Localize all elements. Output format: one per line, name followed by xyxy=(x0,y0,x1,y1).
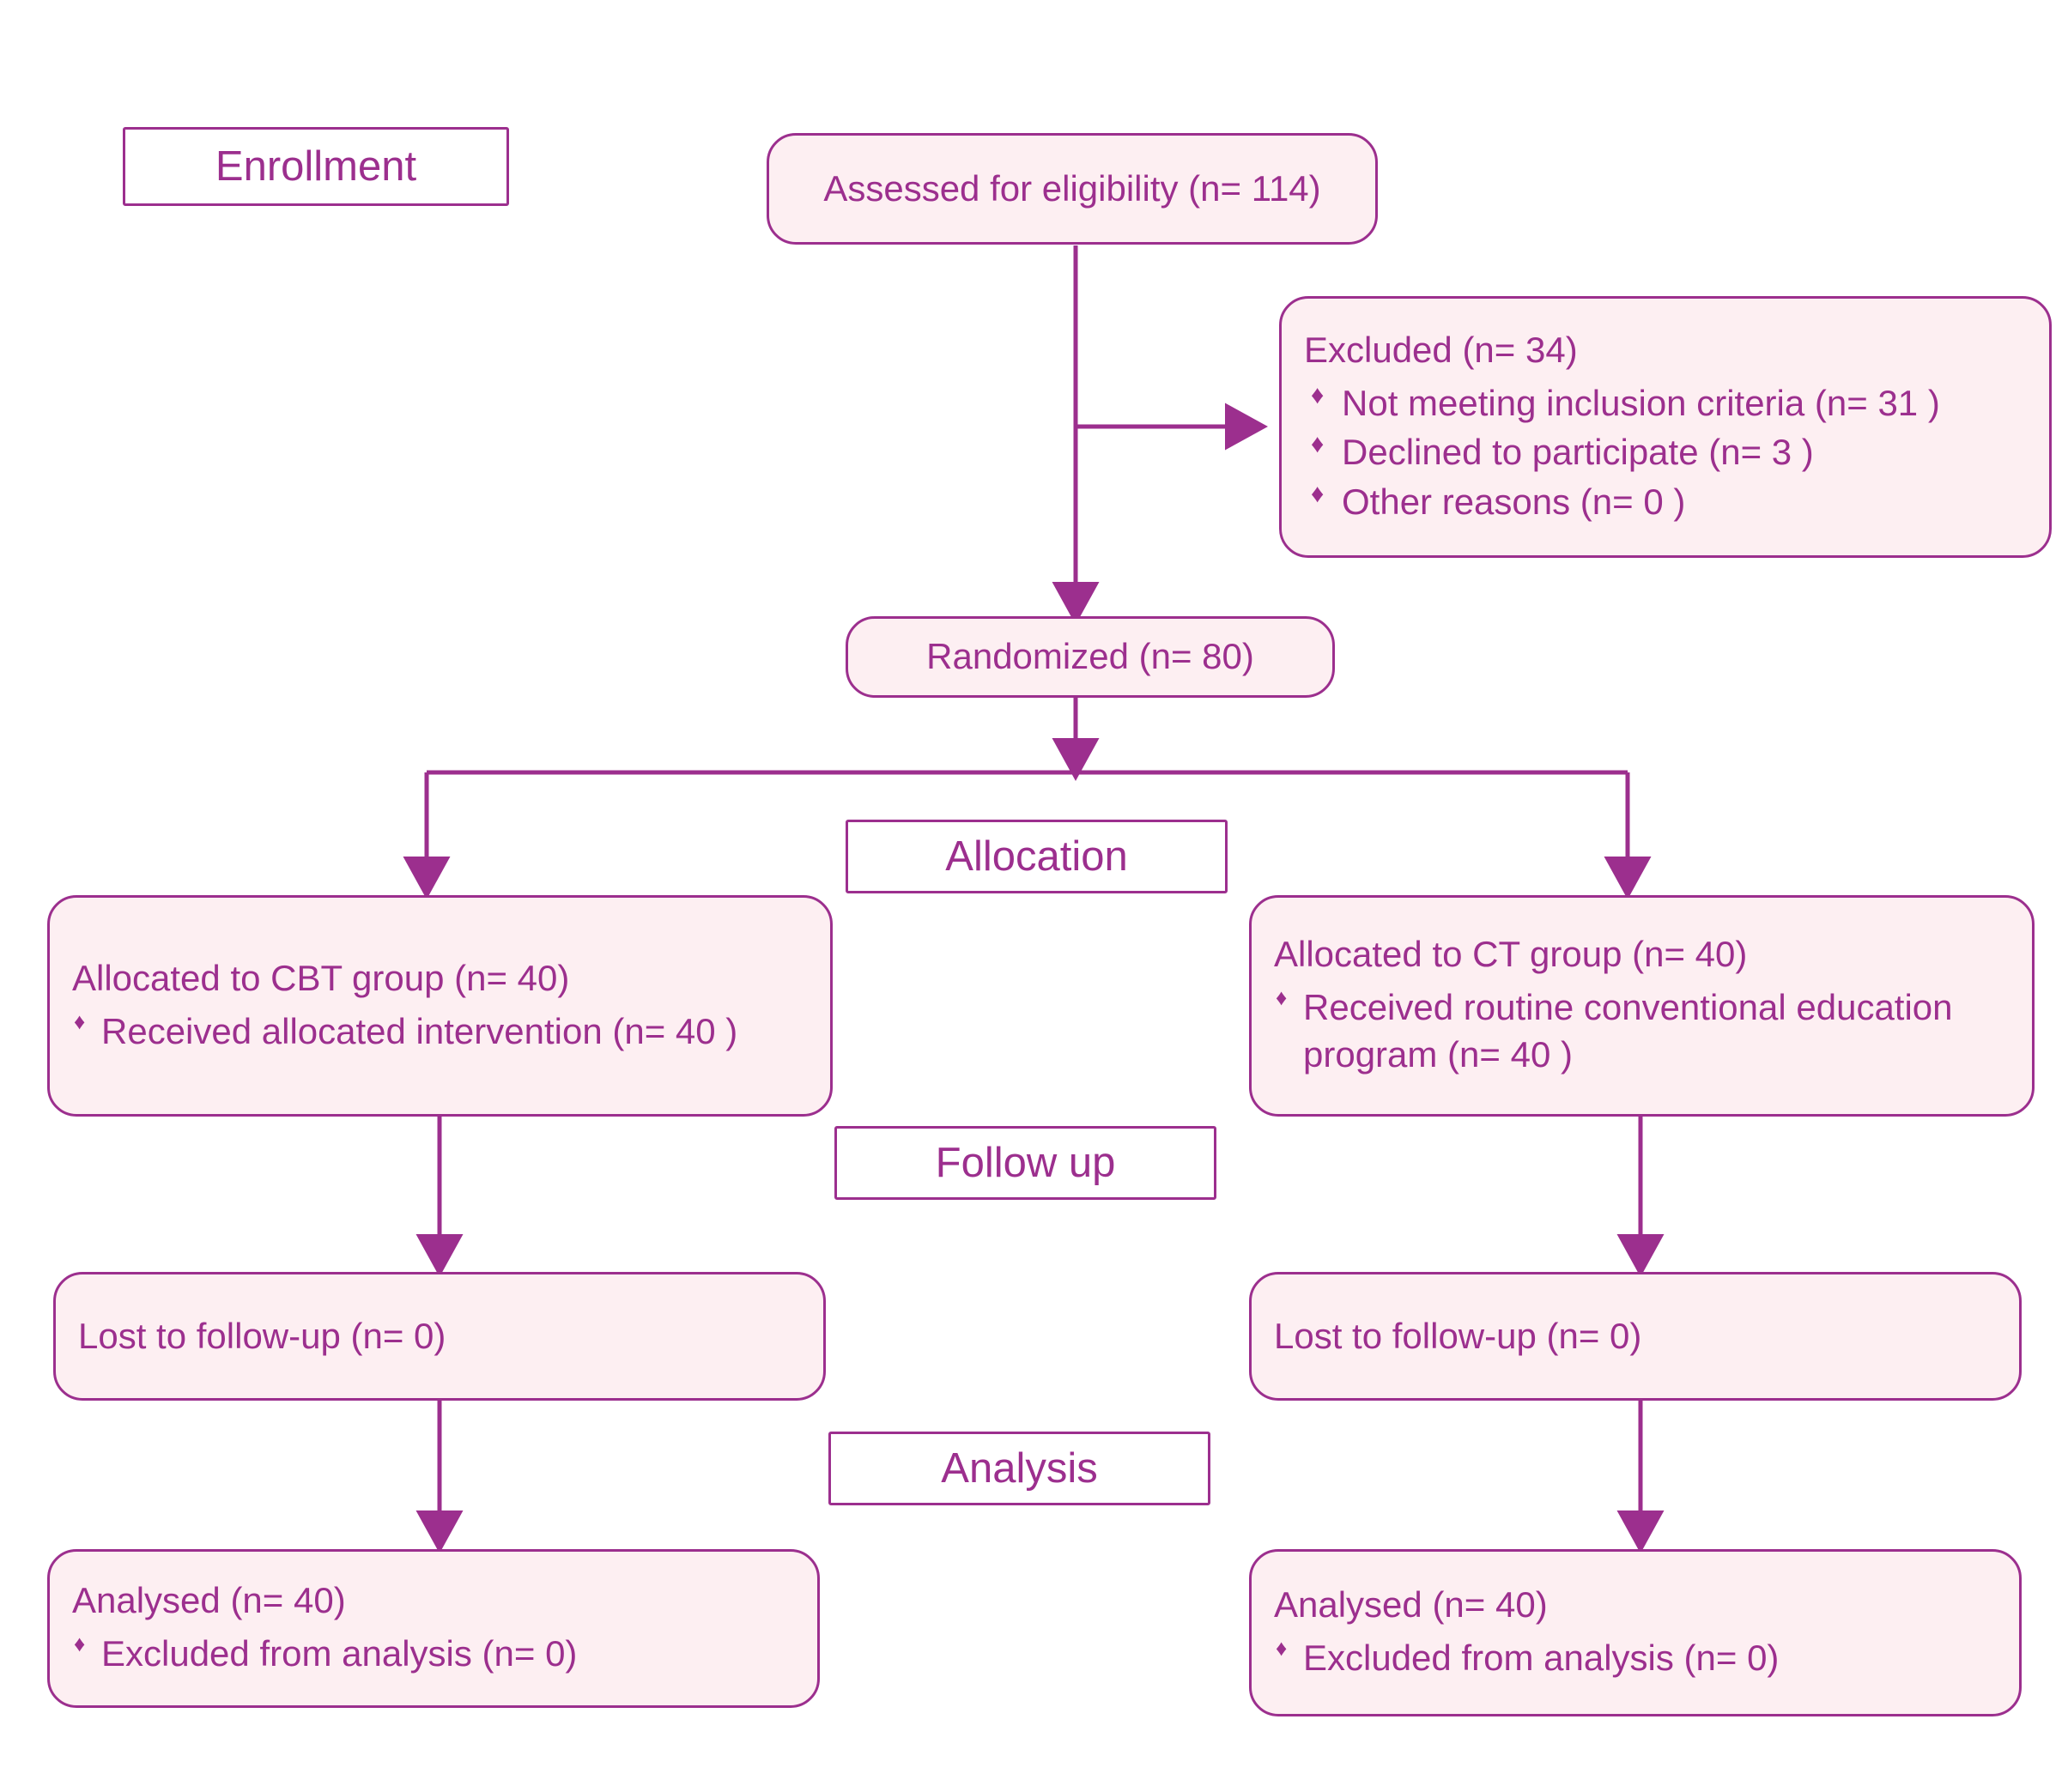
stage-label-analysis-text: Analysis xyxy=(941,1445,1098,1492)
node-analysed-cbt xyxy=(47,1549,820,1708)
node-allocated-cbt xyxy=(47,895,833,1117)
list-item: ♦ Received routine conventional education program (n= 40 ) xyxy=(1274,984,2010,1079)
stage-label-allocation-text: Allocation xyxy=(945,833,1128,880)
node-analysed-cbt-title: Analysed (n= 40) xyxy=(72,1580,346,1621)
stage-label-enrollment xyxy=(123,127,509,206)
node-analysed-ct-list xyxy=(1252,1634,2019,1683)
node-excluded xyxy=(1279,296,2052,558)
node-assessed-for-eligibility xyxy=(767,133,1378,245)
list-item: ♦ Excluded from analysis (n= 0) xyxy=(72,1630,795,1677)
node-allocated-cbt-list xyxy=(50,1008,830,1056)
node-analysed-ct-title: Analysed (n= 40) xyxy=(1274,1584,1548,1626)
node-lost-followup-cbt xyxy=(53,1272,826,1401)
node-excluded-list xyxy=(1282,379,2049,527)
list-item: ♦ Not meeting inclusion criteria (n= 31 ) xyxy=(1304,379,2027,427)
node-randomized-text: Randomized (n= 80) xyxy=(926,636,1254,677)
node-analysed-cbt-list xyxy=(50,1630,817,1679)
list-item: ♦ Declined to participate (n= 3 ) xyxy=(1304,428,2027,475)
node-lost-followup-ct xyxy=(1249,1272,2022,1401)
node-lost-followup-cbt-text: Lost to follow-up (n= 0) xyxy=(78,1315,446,1356)
node-assessed-text: Assessed for eligibility (n= 114) xyxy=(823,167,1321,209)
stage-label-followup xyxy=(834,1126,1216,1200)
node-allocated-ct-list xyxy=(1252,984,2032,1081)
node-randomized xyxy=(846,616,1335,698)
node-allocated-ct-title: Allocated to CT group (n= 40) xyxy=(1274,934,1748,975)
stage-label-enrollment-text: Enrollment xyxy=(215,143,417,190)
list-item: ♦ Received allocated intervention (n= 40 ) xyxy=(72,1008,808,1055)
list-item: ♦ Excluded from analysis (n= 0) xyxy=(1274,1634,1997,1681)
node-allocated-ct xyxy=(1249,895,2035,1117)
stage-label-analysis xyxy=(828,1432,1210,1505)
node-excluded-title: Excluded (n= 34) xyxy=(1304,330,1578,371)
stage-label-followup-text: Follow up xyxy=(935,1140,1116,1186)
stage-label-allocation xyxy=(846,820,1228,893)
list-item: ♦ Other reasons (n= 0 ) xyxy=(1304,478,2027,525)
node-allocated-cbt-title: Allocated to CBT group (n= 40) xyxy=(72,957,570,998)
node-analysed-ct xyxy=(1249,1549,2022,1716)
node-lost-followup-ct-text: Lost to follow-up (n= 0) xyxy=(1274,1315,1642,1356)
